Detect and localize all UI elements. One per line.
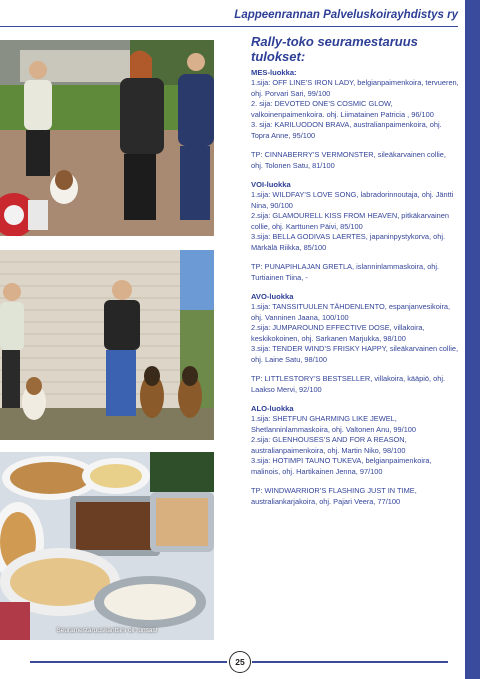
- class-alo-tp: TP: WINDWARRIOR’S FLASHING JUST IN TIME, australiankarjakoira, ohj. Pajari Veera, 77/100: [251, 486, 417, 506]
- results-column: [251, 34, 459, 516]
- class-alo-section: [251, 404, 459, 507]
- result-entry: 1.sija: WILDFAY’S LOVE SONG, labradorinnoutaja, ohj. Jäntti Nina, 90/100: [251, 190, 454, 210]
- photo-pastry-table: [0, 452, 214, 640]
- result-entry: 3.sija: BELLA GODIVAS LAERTES, japaninpystykorva, ohj. Märkälä Riikka, 85/100: [251, 232, 446, 252]
- class-voi-tp: TP: PUNAPIHLAJAN GRETLA, islanninlammaskoira, ohj. Turtiainen Tiina, -: [251, 262, 440, 282]
- page-header-title: Lappeenrannan Palveluskoirayhdistys ry: [234, 9, 458, 21]
- photo-handlers-outdoors: [0, 40, 214, 236]
- class-voi-title: VOI-luokka: [251, 180, 291, 189]
- result-entry: 3.sija: HOTIMPI TAUNO TUKEVA, belgianpaimenkoira, malinois, ohj. Hartikainen Jenna, 97/100: [251, 456, 432, 476]
- class-mes-section: [251, 68, 459, 171]
- right-edge-bar: [465, 0, 480, 679]
- result-entry: 1.sija: OFF LINE’S IRON LADY, belgianpaimenkoira, tervueren, ohj. Porvari Sari, 99/100: [251, 78, 459, 98]
- class-avo-tp: TP: LITTLESTORY’S BESTSELLER, villakoira, kääpiö, ohj. Laakso Mervi, 92/100: [251, 374, 446, 394]
- result-entry: 2.sija: GLENHOUSES’S AND FOR A REASON, australianpaimenkoira, ohj. Martin Niko, 98/100: [251, 435, 407, 455]
- result-entry: 3. sija: KARILUODON BRAVA, australianpaimenkoira, ohj. Topra Anne, 95/100: [251, 120, 442, 140]
- class-avo-section: [251, 292, 459, 395]
- result-entry: 2.sija: GLAMOURELL KISS FROM HEAVEN, pitkäkarvainen collie, ohj. Karttunen Päivi, 85/100: [251, 211, 449, 231]
- result-entry: 2. sija: DEVOTED ONE’S COSMIC GLOW, valkoinenpaimenkoira. ohj. Liimatainen Patricia , 96/100: [251, 99, 434, 119]
- header-rule: [0, 26, 458, 27]
- page-number: 25: [229, 651, 251, 673]
- result-entry: 2.sija: JUMPAROUND EFFECTIVE DOSE, villakoira, keskikokoinen, ohj. Sarkanen Marjukka, 98/100: [251, 323, 425, 343]
- results-heading: [251, 34, 459, 64]
- results-heading-line2: tulokset:: [251, 49, 306, 64]
- photo-caption: Seuramestaruuskanttiini oli runsas!: [56, 627, 158, 634]
- footer-rule-left: [30, 661, 227, 663]
- result-entry: 1.sija: TANSSITUULEN TÄHDENLENTO, espanjanvesikoira, ohj. Vanninen Jaana, 100/100: [251, 302, 451, 322]
- result-entry: 3.sija: TENDER WIND’S FRISKY HAPPY, sileäkarvainen collie, ohj. Laine Satu, 98/100: [251, 344, 459, 364]
- results-heading-line1: Rally-toko seuramestaruus: [251, 34, 418, 49]
- class-avo-title: AVO-luokka: [251, 292, 294, 301]
- class-voi-section: [251, 180, 459, 283]
- class-alo-title: ALO-luokka: [251, 404, 294, 413]
- photo-handlers-with-dogs: [0, 250, 214, 440]
- result-entry: 1.sija: SHETFUN GHARMING LIKE JEWEL, Shetlanninlammaskoira, ohj. Valtonen Anu, 99/100: [251, 414, 417, 434]
- class-mes-title: MES-luokka:: [251, 68, 297, 77]
- class-mes-tp: TP: CINNABERRY’S VERMONSTER, sileäkarvainen collie, ohj. Tolonen Satu, 81/100: [251, 150, 446, 170]
- footer-rule-right: [252, 661, 448, 663]
